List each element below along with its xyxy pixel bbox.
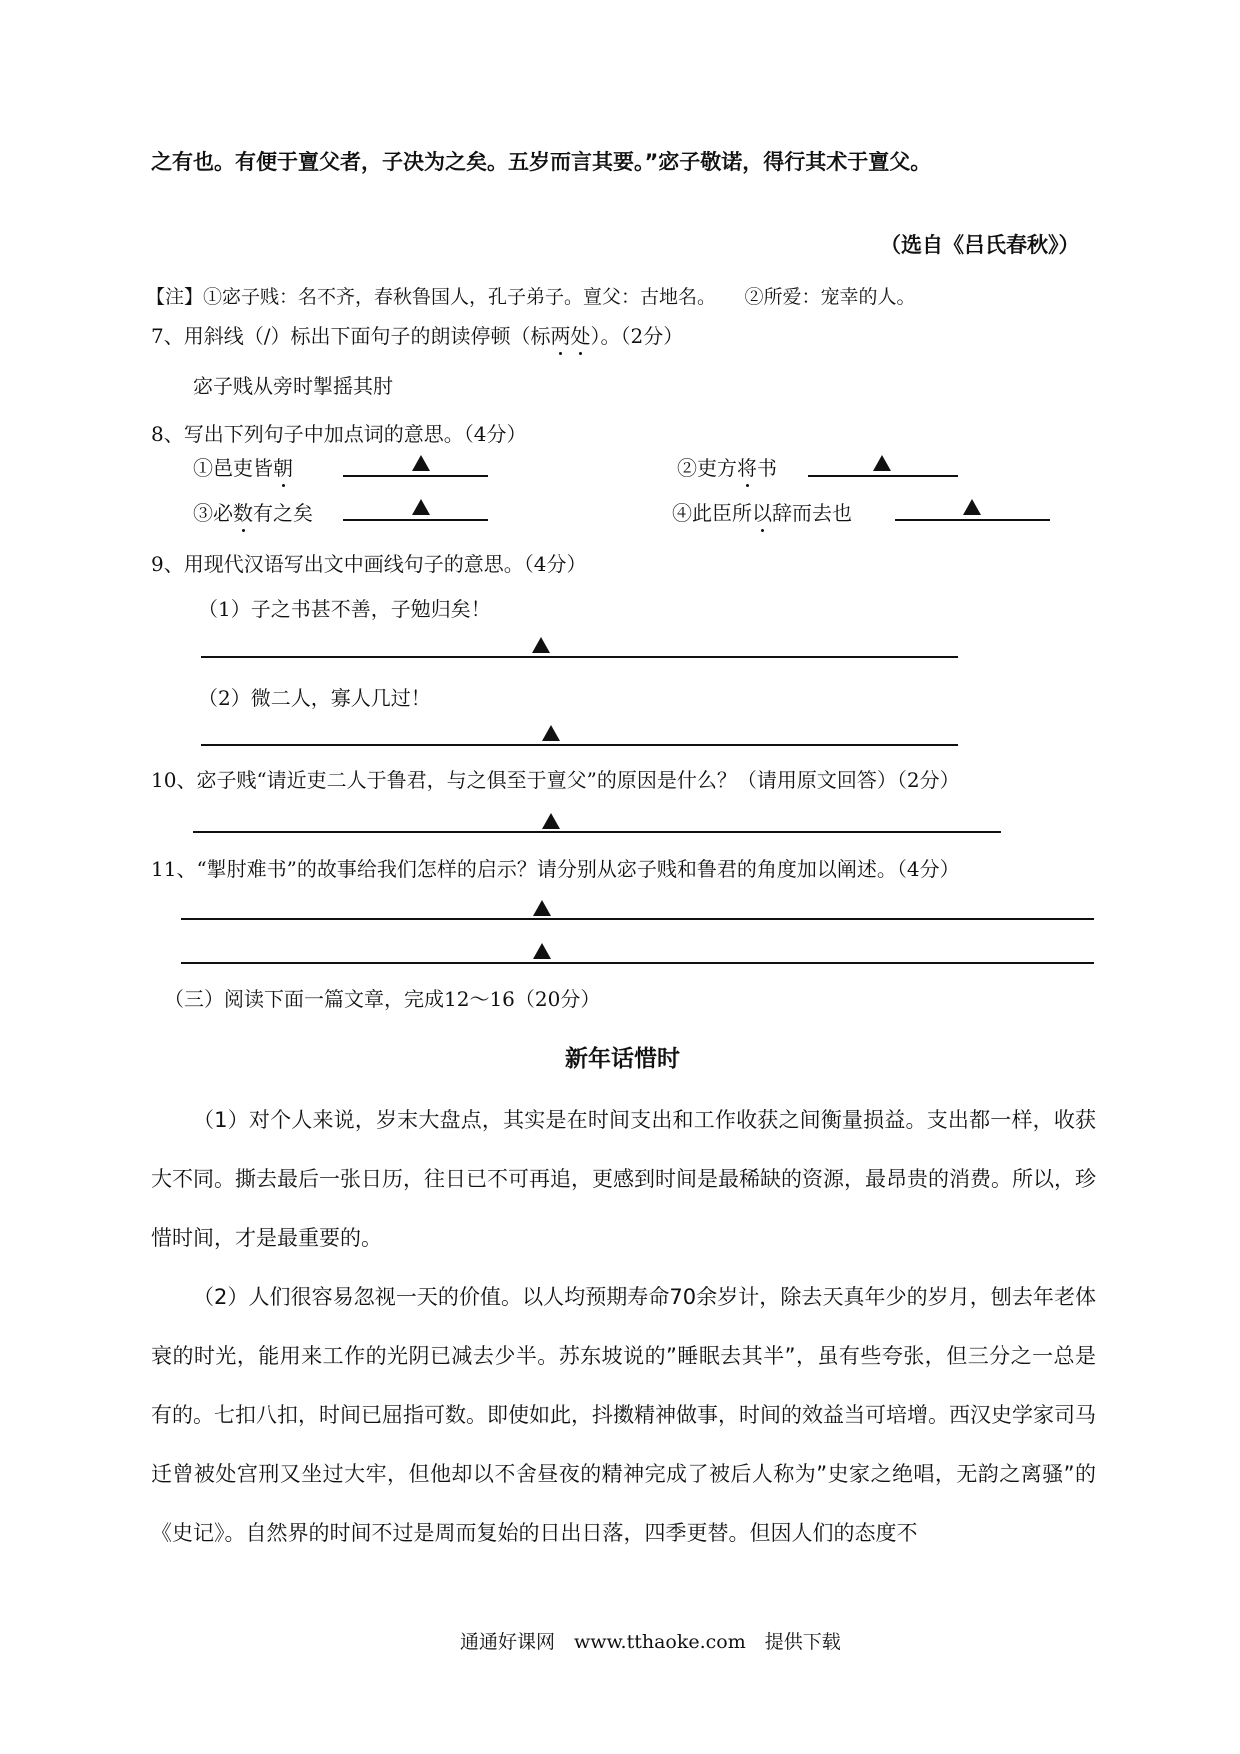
- question-7-sentence: 宓子贱从旁时掣摇其肘: [193, 374, 393, 398]
- q8-answer-line-3[interactable]: [343, 519, 488, 521]
- answer-marker-icon: [532, 637, 550, 653]
- answer-marker-icon: [412, 499, 430, 515]
- q9-answer-line-2[interactable]: [201, 744, 958, 746]
- question-7-stem: [151, 320, 683, 349]
- q8-item-3: ③必数 有之矣: [193, 497, 313, 526]
- q11-answer-line-2[interactable]: [181, 962, 1094, 964]
- q8-item-4: ④此臣所以 辞而去也: [672, 497, 852, 526]
- passage-continuation: 之有也。有便于亶父者，子决为之矣。五岁而言其要。”宓子敬诺，得行其术于亶父。: [151, 150, 932, 174]
- annotation-note: 【注】①宓子贱：名不齐，春秋鲁国人，孔子弟子。亶父：古地名。 ②所爱：宠幸的人。: [146, 286, 916, 308]
- q8-item-3-dotted-word: 数: [233, 501, 253, 525]
- question-9-stem: 9、用现代汉语写出文中画线句子的意思。（4分）: [151, 552, 587, 576]
- q11-answer-line-1[interactable]: [181, 918, 1094, 920]
- answer-marker-icon: [873, 455, 891, 471]
- q7-dotted-char-1: 两: [550, 324, 570, 348]
- answer-marker-icon: [533, 900, 551, 916]
- article-title: 新年话惜时: [565, 1046, 680, 1072]
- q7-stem-text: 7、用斜线（/）标出下面句子的朗读停顿（标: [151, 324, 551, 348]
- question-10-stem: 10、宓子贱“请近吏二人于鲁君，与之俱至于亶父”的原因是什么？（请用原文回答）（2分）: [151, 768, 960, 792]
- source-citation: （选自《吕氏春秋》）: [880, 233, 1080, 257]
- q8-answer-line-1[interactable]: [343, 475, 488, 477]
- q8-item-1-dotted-word: 朝: [273, 456, 293, 480]
- q8-answer-line-2[interactable]: [808, 475, 958, 477]
- answer-marker-icon: [542, 725, 560, 741]
- q8-answer-line-4[interactable]: [895, 519, 1050, 521]
- q7-stem-score: ）。（2分）: [590, 324, 684, 348]
- section-3-heading: （三）阅读下面一篇文章，完成12～16（20分）: [164, 987, 601, 1011]
- q9-sentence-2: （2）微二人，寡人几过！: [198, 686, 431, 710]
- answer-marker-icon: [963, 499, 981, 515]
- q8-item-2-dotted-word: 将: [737, 456, 757, 480]
- q8-item-1: ①邑吏皆朝: [193, 452, 293, 481]
- question-8-stem: 8、写出下列句子中加点词的意思。（4分）: [151, 422, 527, 446]
- article-paragraph-1: （1）对个人来说，岁末大盘点，其实是在时间支出和工作收获之间衡量损益。支出都一样，收获大不同。撕去最后一张日历，往日已不可再追，更感到时间是最稀缺的资源，最昂贵的消费。所以，珍惜时间，才是最重要的。: [151, 1108, 1096, 1250]
- q9-sentence-1: （1）子之书甚不善，子勉归矣！: [198, 597, 491, 621]
- answer-marker-icon: [533, 943, 551, 959]
- q9-answer-line-1[interactable]: [201, 656, 958, 658]
- q10-answer-line[interactable]: [193, 831, 1001, 833]
- q7-dotted-char-2: 处: [570, 324, 590, 348]
- answer-marker-icon: [412, 455, 430, 471]
- question-11-stem: 11、“掣肘难书”的故事给我们怎样的启示？请分别从宓子贱和鲁君的角度加以阐述。（4分）: [151, 857, 960, 881]
- q8-item-2: ②吏方将 书: [677, 452, 777, 481]
- article-paragraph-2: （2）人们很容易忽视一天的价值。以人均预期寿命70余岁计，除去天真年少的岁月，刨去年老体衰的时光，能用来工作的光阴已减去少半。苏东坡说的”睡眠去其半”，虽有些夸张，但三分之一总是有的。七扣八扣，时间已屈指可数。即使如此，抖擞精神做事，时间的效益当可培增。西汉史学家司马迁曾被处宫刑又坐过大牢，但他却以不舍昼夜的精神完成了被后人称为”史家之绝唱，无韵之离骚”的《史记》。自然界的时间不过是周而复始的日出日落，四季更替。但因人们的态度不: [151, 1285, 1096, 1545]
- page-footer: 通通好课网 www.tthaoke.com 提供下载: [460, 1631, 841, 1653]
- answer-marker-icon: [542, 813, 560, 829]
- q8-item-4-dotted-word: 以: [752, 501, 772, 525]
